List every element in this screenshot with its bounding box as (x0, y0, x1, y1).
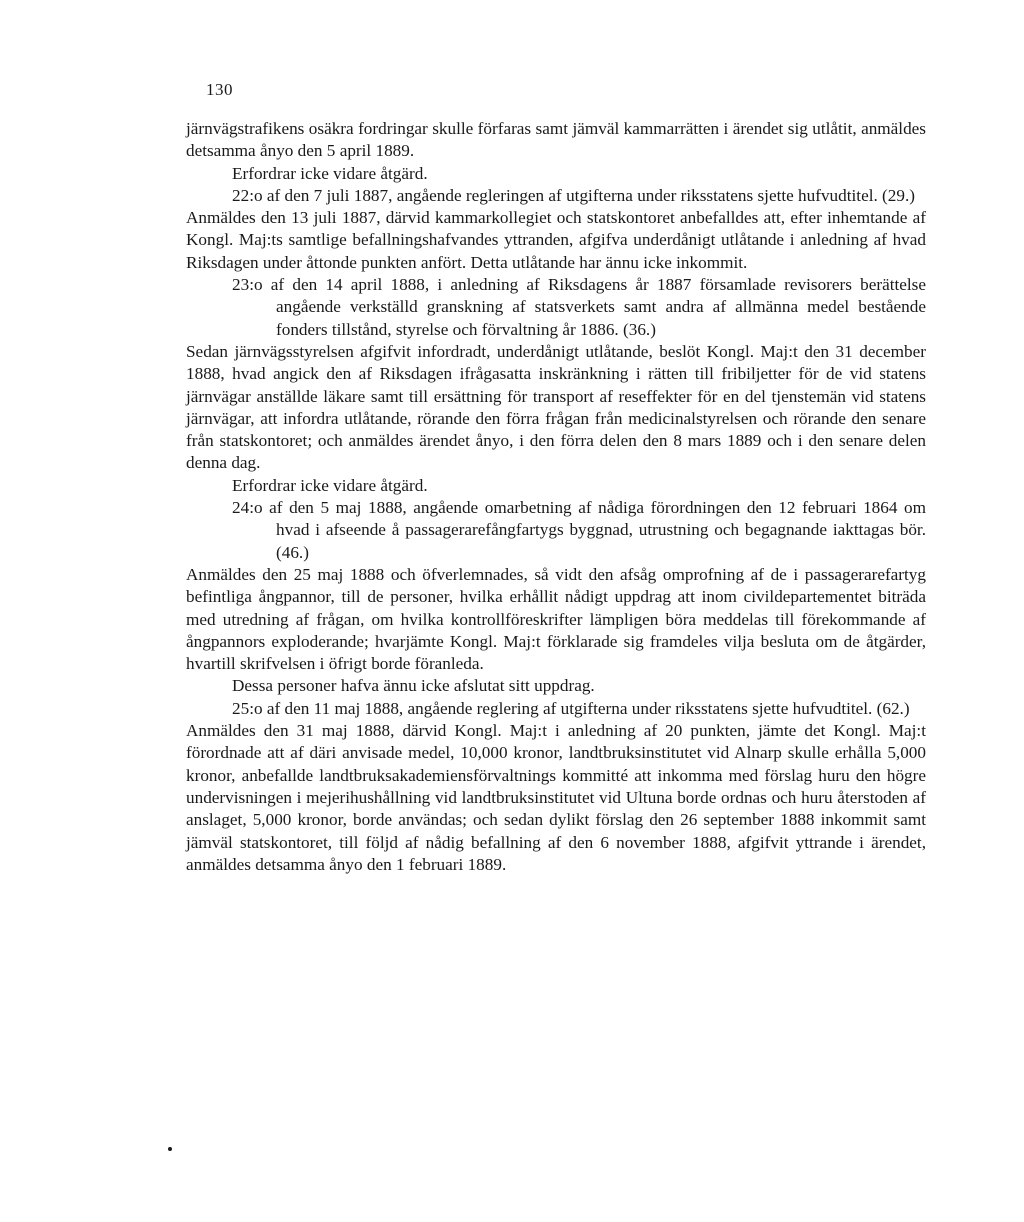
paragraph-note: Erfordrar icke vidare åtgärd. (232, 163, 428, 183)
numbered-item: 22:o af den 7 juli 1887, angående regleringen af utgifterna under riksstatens sjette hufvudtitel. (29.) (232, 185, 915, 205)
paragraph: Anmäldes den 13 juli 1887, därvid kammarkollegiet och statskontoret anbefalldes att, efter inhemtande af Kongl. Maj:ts samtlige befallningshafvandes yttranden, afgifva underdånigt utlåtande i anledning af hvad Riksdagen under åttonde punkten anfört. Detta utlåtande har ännu icke inkommit. (186, 208, 926, 272)
body-text (186, 118, 926, 876)
paragraph: Sedan järnvägsstyrelsen afgifvit infordradt, underdånigt utlåtande, beslöt Kongl. Maj:t den 31 december 1888, hvad angick den af Riksdagen ifrågasatta inskränkning i rätten till fribiljetter för de vid statens järnvägar anställde läkare samt till ersättning för transport af reseffekter för en del tjenstemän vid statens järnvägar, att infordra utlåtande, rörande den förra frågan från medicinalstyrelsen och rörande den senare från statskontoret; och anmäldes ärendet ånyo, i den förra delen den 8 mars 1889 och i den senare delen denna dag. (186, 341, 926, 473)
paragraph: järnvägstrafikens osäkra fordringar skulle förfaras samt jämväl kammarrätten i ärendet sig utlåtit, anmäldes detsamma ånyo den 5 april 1889. (186, 119, 926, 161)
numbered-item: 25:o af den 11 maj 1888, angående reglering af utgifterna under riksstatens sjette hufvudtitel. (62.) (232, 698, 910, 718)
paragraph-note: Dessa personer hafva ännu icke afslutat sitt uppdrag. (232, 676, 595, 696)
numbered-item: 24:o af den 5 maj 1888, angående omarbetning af nådiga förordningen den 12 februari 1864 om hvad i afseende å passagerarefångfartygs byggnad, utrustning och begagnande iakttagas bör. (46.) (232, 498, 926, 562)
paragraph-note: Erfordrar icke vidare åtgärd. (232, 475, 428, 495)
paragraph: Anmäldes den 25 maj 1888 och öfverlemnades, så vidt den afsåg omprofning af de i passagerarefartyg befintliga ångpannor, till de personer, hvilka erhållit nådigt uppdrag att inom civildepartementet biträda med utredning af frågan, om hvilka kontrollföreskrifter lämpligen böra meddelas till förekommande af ångpannors exploderande; hvarjämte Kongl. Maj:t förklarade sig framdeles vilja besluta om de åtgärder, hvartill skrifvelsen i öfrigt borde föranleda. (186, 564, 926, 674)
numbered-item: 23:o af den 14 april 1888, i anledning af Riksdagens år 1887 församlade revisorers berättelse angående verkställd granskning af statsverkets samt andra af allmänna medel bestående fonders tillstånd, styrelse och förvaltning år 1886. (36.) (232, 275, 926, 339)
ink-speck (168, 1147, 172, 1151)
paragraph: Anmäldes den 31 maj 1888, därvid Kongl. Maj:t i anledning af 20 punkten, jämte det Kongl. Maj:t förordnade att af däri anvisade medel, 10,000 kronor, landtbruksinstitutet vid Alnarp skulle erhålla 5,000 kronor, anbefallde landtbruksakademiensförvaltnings kommitté att inkomma med förslag huru den högre undervisningen i mejerihushållning vid landtbruksinstitutet vid Ultuna borde ordnas och huru återstoden af anslaget, 5,000 kronor, borde användas; och sedan dylikt förslag den 26 september 1888 inkommit samt jämväl statskontoret, till följd af nådig befallning af den 6 november 1888, afgifvit yttrande i ärendet, anmäldes detsamma ånyo den 1 februari 1889. (186, 721, 926, 874)
page-number: 130 (206, 80, 233, 99)
